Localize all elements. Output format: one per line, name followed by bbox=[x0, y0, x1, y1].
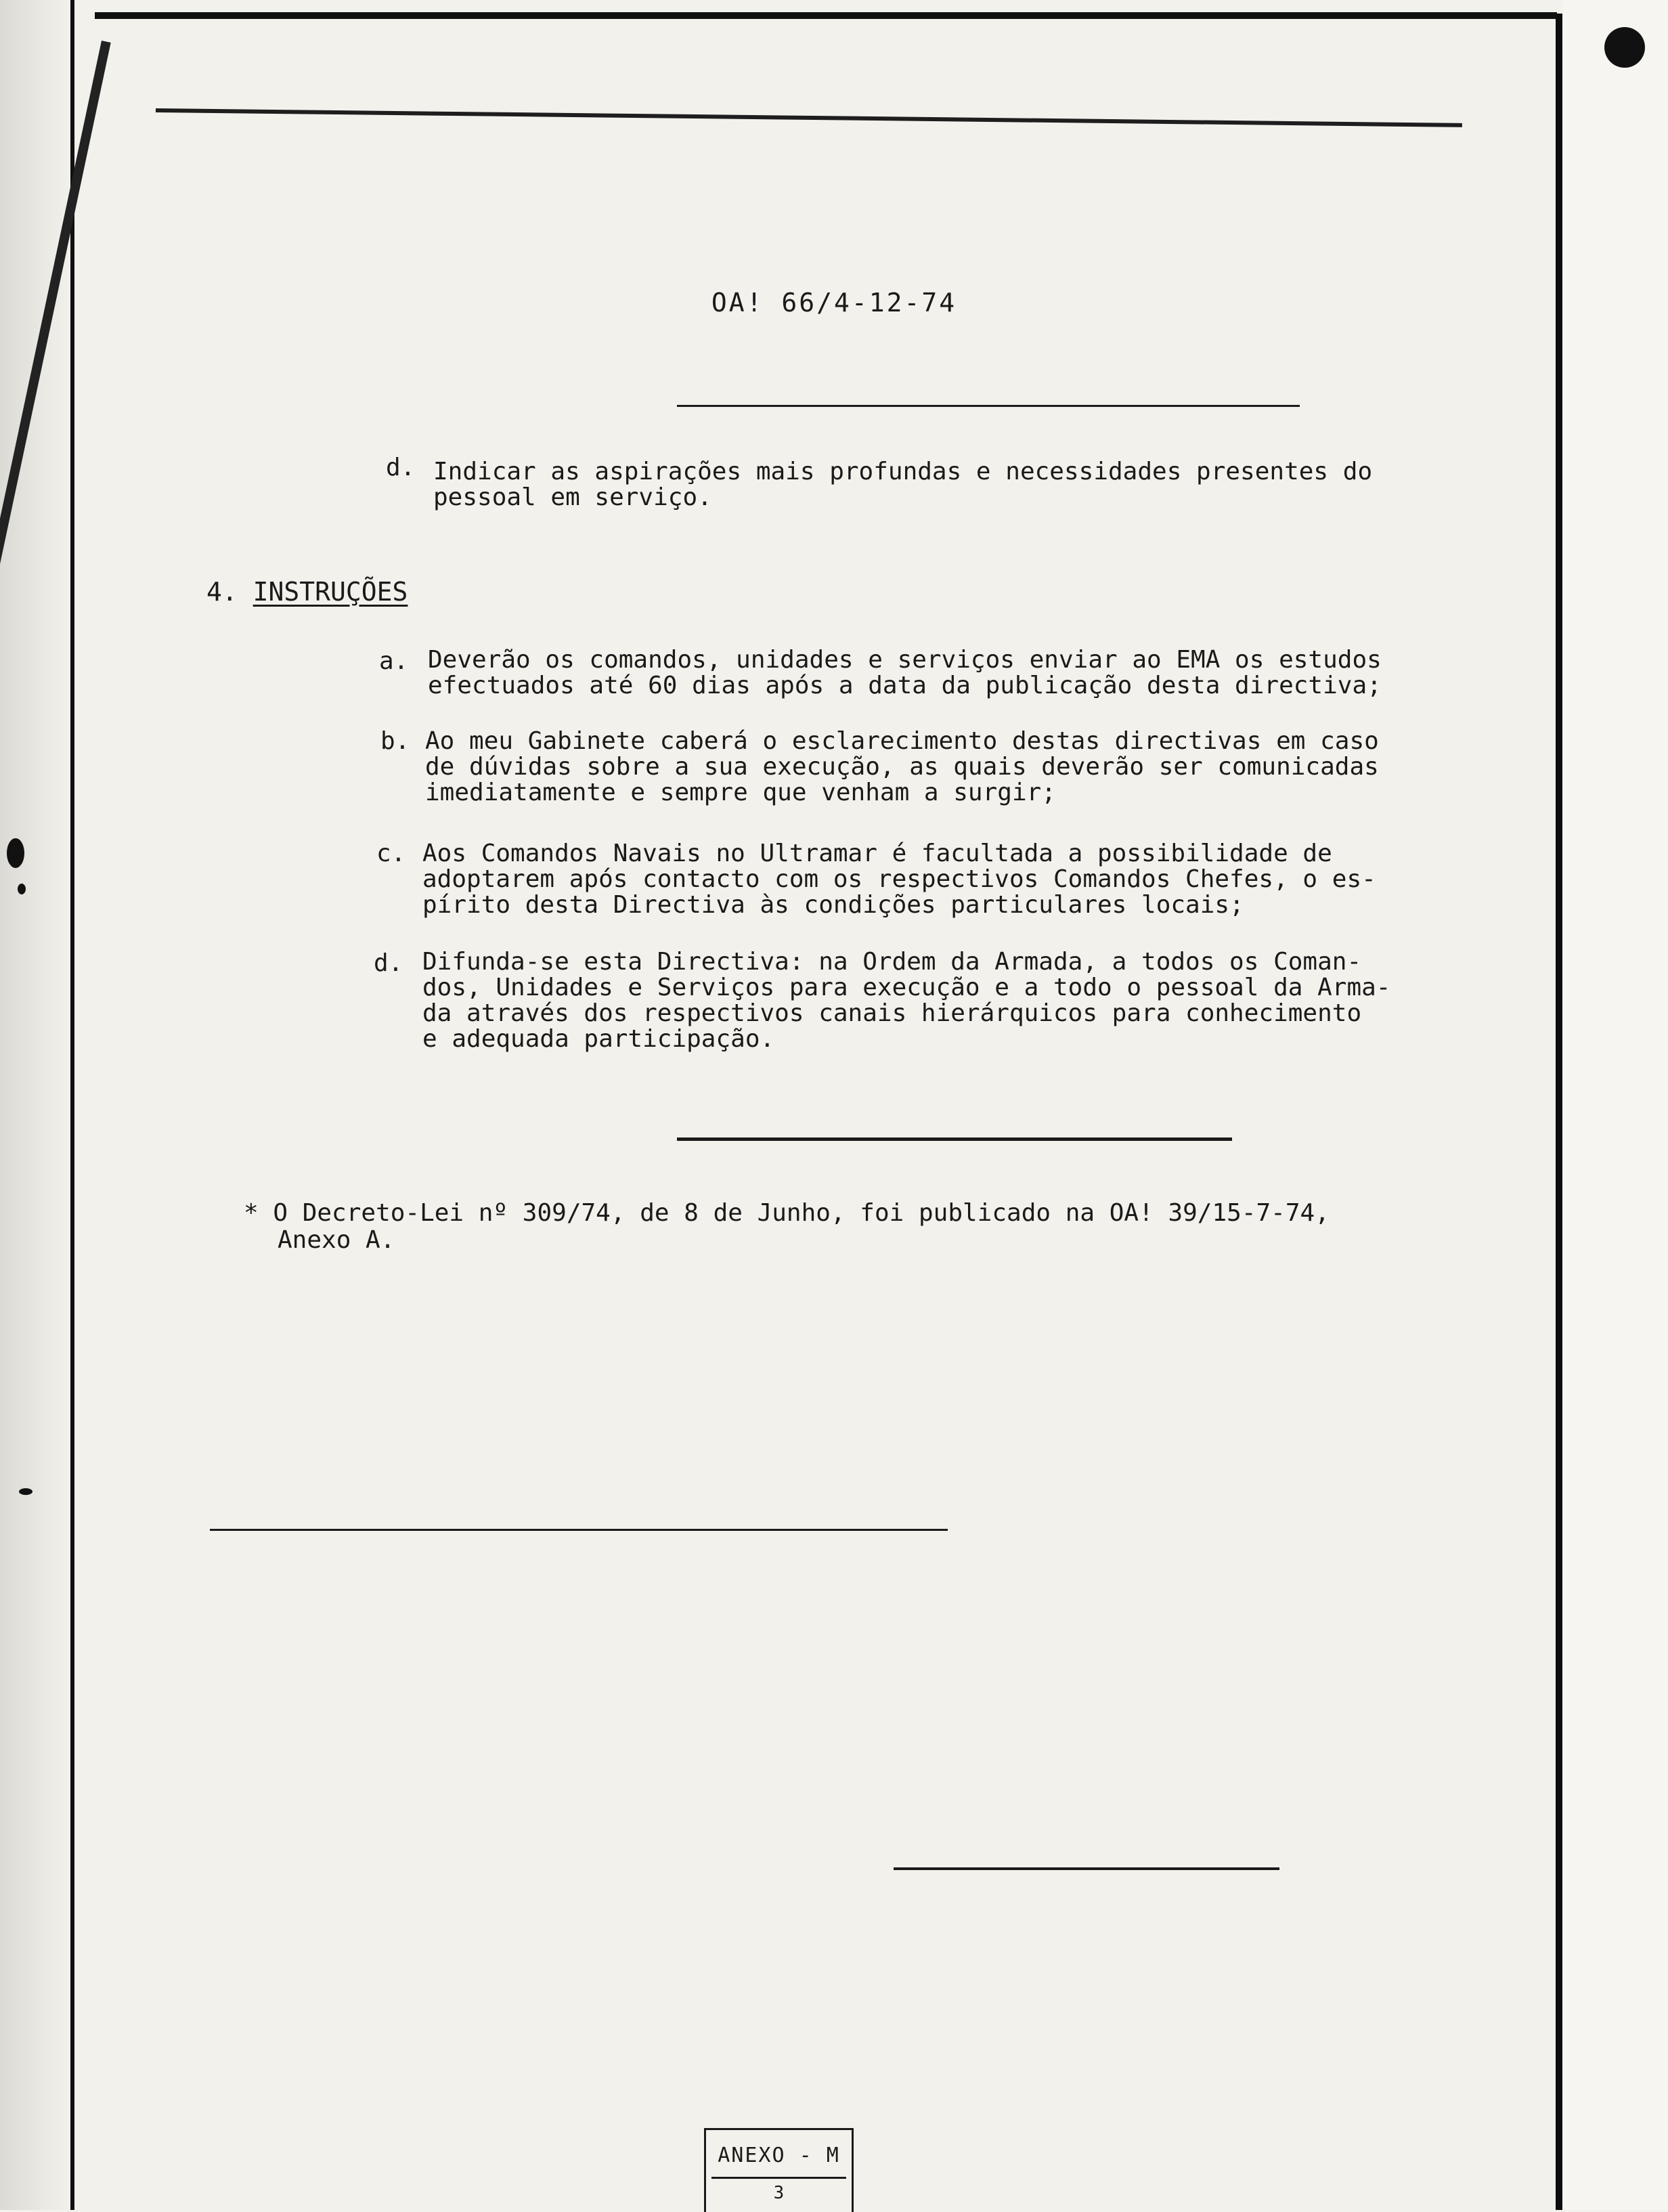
item-line: dos, Unidades e Serviços para execução e a todo o pessoal da Arma- bbox=[422, 974, 1391, 1001]
item-line: adoptarem após contacto com os respectivos Comandos Chefes, o es- bbox=[422, 865, 1376, 893]
item-label-c: c. bbox=[376, 840, 406, 867]
item-line: e adequada participação. bbox=[422, 1025, 775, 1053]
annex-label: ANEXO - M bbox=[718, 2144, 840, 2167]
item-d-previous-line: Indicar as aspirações mais profundas e necessidades presentes do bbox=[433, 458, 1373, 485]
ink-blot bbox=[7, 838, 24, 868]
page-header: OA! 66/4-12-74 bbox=[711, 288, 957, 318]
scan-left-edge bbox=[0, 0, 74, 2210]
item-text-a bbox=[428, 647, 1382, 699]
ink-blot bbox=[1604, 27, 1645, 68]
annex-footer-box bbox=[704, 2128, 854, 2212]
top-fold-line bbox=[156, 108, 1462, 127]
item-text-b bbox=[425, 729, 1379, 806]
item-d-previous-label: d. bbox=[386, 454, 416, 481]
ink-blot bbox=[19, 1488, 32, 1495]
item-line: Ao meu Gabinete caberá o esclarecimento destas directivas em caso bbox=[425, 727, 1379, 755]
footnote-line: * O Decreto-Lei nº 309/74, de 8 de Junho, foi publicado na OA! 39/15-7-74, bbox=[244, 1199, 1330, 1227]
item-line: Deverão os comandos, unidades e serviços enviar ao EMA os estudos bbox=[428, 646, 1382, 674]
item-line: efectuados até 60 dias após a data da publicação desta directiva; bbox=[428, 672, 1382, 699]
section-heading bbox=[206, 577, 408, 607]
item-d-previous-text bbox=[433, 459, 1372, 511]
item-label-a: a. bbox=[379, 647, 409, 675]
separator-line bbox=[210, 1529, 948, 1531]
item-line: imediatamente e sempre que venham a surgir; bbox=[425, 779, 1056, 806]
ink-blot bbox=[18, 884, 26, 894]
item-line: Difunda-se esta Directiva: na Ordem da Armada, a todos os Coman- bbox=[422, 948, 1362, 976]
right-frame-line bbox=[1556, 14, 1562, 2210]
section-title: INSTRUÇÕES bbox=[253, 577, 408, 607]
item-line: de dúvidas sobre a sua execução, as quais deverão ser comunicadas bbox=[425, 753, 1379, 781]
separator-line bbox=[677, 1137, 1232, 1141]
separator-line bbox=[677, 405, 1300, 407]
item-line: da através dos respectivos canais hierárquicos para conhecimento bbox=[422, 999, 1362, 1027]
annex-page-number: 3 bbox=[773, 2183, 785, 2203]
item-text-d bbox=[422, 949, 1390, 1052]
footnote-line: Anexo A. bbox=[278, 1226, 395, 1254]
binding-line bbox=[70, 0, 74, 2210]
top-frame-line bbox=[95, 12, 1557, 19]
item-text-c bbox=[422, 841, 1376, 918]
item-line: Aos Comandos Navais no Ultramar é facultada a possibilidade de bbox=[422, 840, 1332, 867]
item-d-previous-line: pessoal em serviço. bbox=[433, 483, 712, 511]
item-label-d: d. bbox=[374, 949, 403, 977]
item-label-b: b. bbox=[380, 727, 410, 755]
section-number: 4. bbox=[206, 577, 238, 607]
separator-line bbox=[894, 1867, 1279, 1870]
footnote bbox=[244, 1200, 1330, 1254]
item-line: pírito desta Directiva às condições particulares locais; bbox=[422, 891, 1244, 919]
right-margin-strip bbox=[1562, 0, 1668, 2210]
annex-divider bbox=[711, 2177, 846, 2179]
